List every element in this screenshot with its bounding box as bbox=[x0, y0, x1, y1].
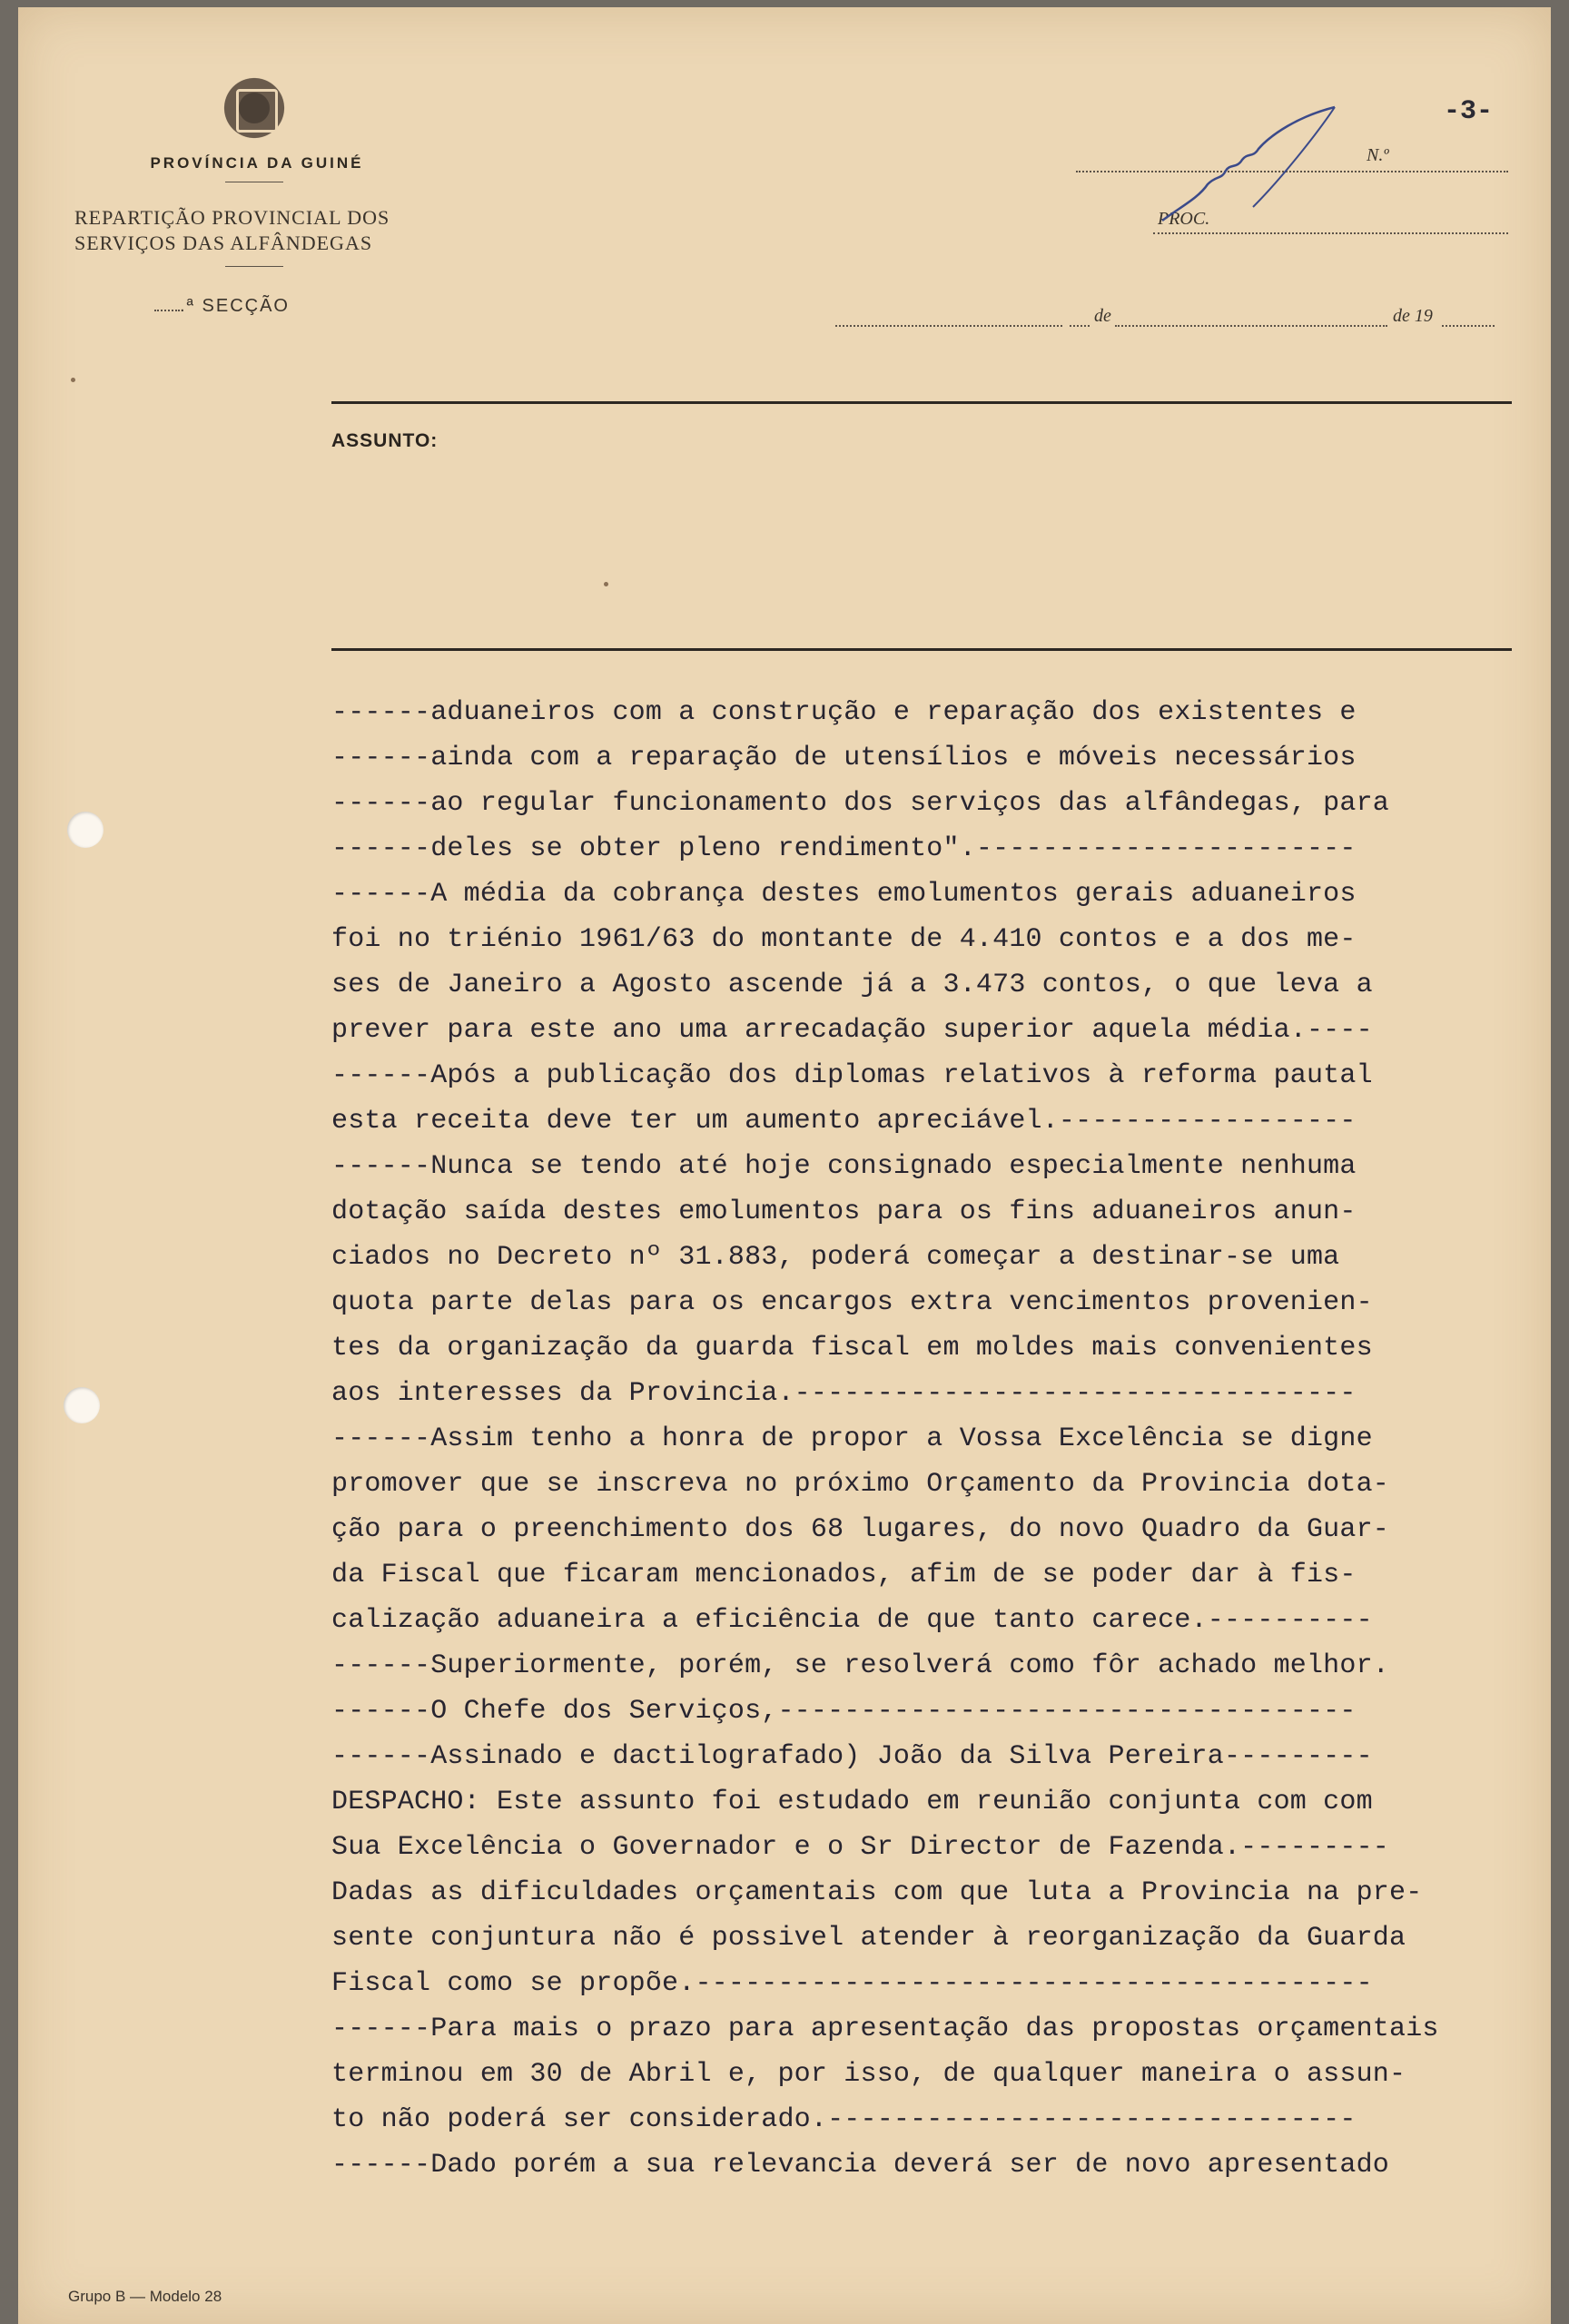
repartition-line-2: SERVIÇOS DAS ALFÂNDEGAS bbox=[74, 231, 373, 254]
section-field bbox=[154, 296, 290, 317]
body-line: calização aduaneira a eficiência de que tanto carece.---------- bbox=[331, 1605, 1373, 1636]
body-line: ------Assinado e dactilografado) João da Silva Pereira--------- bbox=[331, 1741, 1373, 1772]
date-year-label: de 19 bbox=[1393, 306, 1433, 326]
body-line: da Fiscal que ficaram mencionados, afim de se poder dar à fis- bbox=[331, 1560, 1357, 1590]
body-line: promover que se inscreva no próximo Orçamento da Provincia dota- bbox=[331, 1469, 1389, 1500]
subject-label: ASSUNTO: bbox=[331, 430, 439, 451]
paper-speck bbox=[71, 378, 75, 382]
body-line: Dadas as dificuldades orçamentais com que luta a Provincia na pre- bbox=[331, 1877, 1423, 1908]
date-year-blank bbox=[1442, 325, 1495, 327]
date-day-blank bbox=[1070, 325, 1090, 327]
number-label: N.º bbox=[1367, 145, 1389, 165]
form-model-footer: Grupo B — Modelo 28 bbox=[68, 2288, 222, 2305]
handwritten-initials-icon bbox=[1144, 98, 1353, 234]
body-line: ------Dado porém a sua relevancia deverá ser de novo apresentado bbox=[331, 2150, 1389, 2181]
province-heading: PROVÍNCIA DA GUINÉ bbox=[150, 154, 364, 172]
header-divider-2 bbox=[225, 266, 283, 267]
subject-bottom-rule bbox=[331, 648, 1512, 651]
document-page bbox=[18, 7, 1551, 2324]
body-line: ------deles se obter pleno rendimento".----------------------- bbox=[331, 833, 1357, 864]
typed-body bbox=[331, 690, 1553, 2188]
body-line: esta receita deve ter um aumento apreciável.------------------ bbox=[331, 1106, 1357, 1137]
section-number-blank bbox=[154, 310, 180, 311]
body-line: ses de Janeiro a Agosto ascende já a 3.473 contos, o que leva a bbox=[331, 970, 1373, 1000]
body-line: terminou em 30 de Abril e, por isso, de qualquer maneira o assun- bbox=[331, 2059, 1406, 2090]
body-line: quota parte delas para os encargos extra vencimentos provenien- bbox=[331, 1287, 1373, 1318]
body-line: ------Após a publicação dos diplomas relativos à reforma pautal bbox=[331, 1060, 1373, 1091]
repartition-line-1: REPARTIÇÃO PROVINCIAL DOS bbox=[74, 206, 390, 229]
proc-label: PROC. bbox=[1158, 209, 1210, 229]
body-line: ------aduaneiros com a construção e reparação dos existentes e bbox=[331, 697, 1357, 728]
section-label: .ª SECÇÃO bbox=[180, 296, 290, 316]
body-line: sente conjuntura não é possivel atender à reorganização da Guarda bbox=[331, 1923, 1406, 1954]
body-line: prever para este ano uma arrecadação superior aquela média.---- bbox=[331, 1015, 1373, 1046]
punch-hole bbox=[64, 1387, 100, 1423]
body-line: foi no triénio 1961/63 do montante de 4.410 contos e a dos me- bbox=[331, 924, 1357, 955]
subject-top-rule bbox=[331, 401, 1512, 404]
body-line: Fiscal como se propõe.----------------------------------------- bbox=[331, 1968, 1373, 1999]
body-line: ------Nunca se tendo até hoje consignado especialmente nenhuma bbox=[331, 1151, 1357, 1182]
body-line: DESPACHO: Este assunto foi estudado em reunião conjunta com com bbox=[331, 1787, 1373, 1817]
body-line: ------Assim tenho a honra de propor a Vossa Excelência se digne bbox=[331, 1423, 1373, 1454]
body-line: ciados no Decreto nº 31.883, poderá começar a destinar-se uma bbox=[331, 1242, 1340, 1273]
body-line: dotação saída destes emolumentos para os fins aduaneiros anun- bbox=[331, 1196, 1357, 1227]
coat-of-arms-emblem-icon bbox=[213, 73, 295, 143]
body-line: ------Superiormente, porém, se resolverá como fôr achado melhor. bbox=[331, 1650, 1389, 1681]
body-line: to não poderá ser considerado.-------------------------------- bbox=[331, 2104, 1357, 2135]
body-line: ção para o preenchimento dos 68 lugares, do novo Quadro da Guar- bbox=[331, 1514, 1389, 1545]
repartition-heading bbox=[74, 205, 438, 256]
date-place-blank bbox=[835, 325, 1062, 327]
body-line: tes da organização da guarda fiscal em moldes mais convenientes bbox=[331, 1333, 1373, 1364]
body-line: ------A média da cobrança destes emolumentos gerais aduaneiros bbox=[331, 879, 1357, 910]
body-line: ------Para mais o prazo para apresentação das propostas orçamentais bbox=[331, 2014, 1439, 2044]
body-line: ------O Chefe dos Serviços,----------------------------------- bbox=[331, 1696, 1357, 1727]
date-de-label: de bbox=[1094, 306, 1111, 326]
date-month-blank bbox=[1115, 325, 1387, 327]
body-line: ------ao regular funcionamento dos serviços das alfândegas, para bbox=[331, 788, 1389, 819]
punch-hole bbox=[67, 812, 104, 848]
page-number: -3- bbox=[1444, 96, 1494, 127]
body-line: Sua Excelência o Governador e o Sr Director de Fazenda.--------- bbox=[331, 1832, 1389, 1863]
paper-speck bbox=[604, 582, 608, 586]
body-line: aos interesses da Provincia.---------------------------------- bbox=[331, 1378, 1357, 1409]
body-line: ------ainda com a reparação de utensílios e móveis necessários bbox=[331, 743, 1357, 773]
date-field bbox=[835, 301, 1512, 327]
